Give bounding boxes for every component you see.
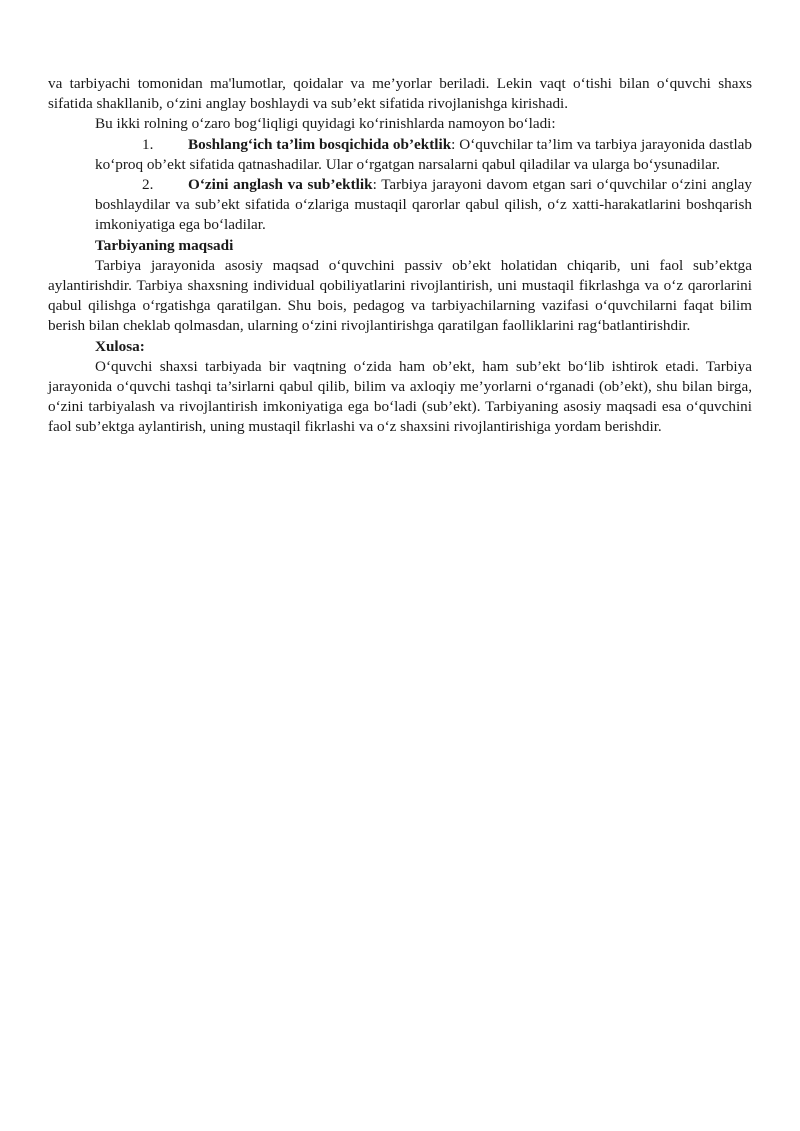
goal-paragraph: Tarbiya jarayonida asosiy maqsad o‘quvchini passiv ob’ekt holatidan chiqarib, uni faol sub’ektga aylantirishdir. Tarbiya shaxsning individual qobiliyatlarini rivojlantirish, uni mustaqil fikrlashga va o‘z qarorlarini qabul qilishga o‘rgatishga qaratilgan. Shu bois, pedagog va tarbiyachilarning vazifasi o‘quvchilarni faqat bilim berish bilan cheklab qolmasdan, ularning o‘zini rivojlantirishga qaratilgan faolliklarini rag‘batlantirishdir.	[48, 256, 752, 335]
list-item-1	[48, 135, 752, 175]
list-item-2	[48, 175, 752, 236]
list-item-text: : O‘quvchilar ta’lim va tarbiya jarayonida dastlab ko‘proq ob’ekt sifatida qatnashadilar. Ular o‘rgatgan narsalarni qabul qiladilar va ularga bo‘ysunadilar.	[95, 135, 752, 173]
document-page	[48, 74, 752, 438]
list-item-title: O‘zini anglash va sub’ektlik	[188, 176, 373, 194]
list-number: 2.	[142, 176, 154, 194]
list-item-text: : Tarbiya jarayoni davom etgan sari o‘quvchilar o‘zini anglay boshlaydilar va sub’ekt sifatida o‘zlariga mustaqil qarorlar qabul qilish, o‘z xatti-harakatlarini boshqarish imkoniyatiga ega bo‘ladilar.	[95, 176, 753, 234]
intro-paragraph: va tarbiyachi tomonidan ma'lumotlar, qoidalar va me’yorlar beriladi. Lekin vaqt o‘tishi bilan o‘quvchi shaxs sifatida shakllanib, o‘zini anglay boshlaydi va sub’ekt sifatida rivojlanishga kirishadi.	[48, 75, 752, 113]
list-number: 1.	[142, 135, 154, 153]
relation-paragraph: Bu ikki rolning o‘zaro bog‘liqligi quyidagi ko‘rinishlarda namoyon bo‘ladi:	[95, 115, 556, 133]
heading-goal: Tarbiyaning maqsadi	[95, 236, 234, 254]
list-item-title: Boshlang‘ich ta’lim bosqichida ob’ektlik	[188, 135, 452, 153]
heading-conclusion: Xulosa:	[95, 337, 145, 355]
conclusion-paragraph: O‘quvchi shaxsi tarbiyada bir vaqtning o‘zida ham ob’ekt, ham sub’ekt bo‘lib ishtirok etadi. Tarbiya jarayonida o‘quvchi tashqi ta’sirlarni qabul qilib, bilim va axloqiy me’yorlarni o‘rganadi (ob’ekt), shu bilan birga, o‘zini tarbiyalash va rivojlantirish imkoniyatiga ega bo‘ladi (sub’ekt). Tarbiyaning asosiy maqsadi esa o‘quvchini faol sub’ektga aylantirish, uning mustaqil fikrlashi va o‘z shaxsini rivojlantirishiga yordam berishdir.	[48, 357, 752, 436]
